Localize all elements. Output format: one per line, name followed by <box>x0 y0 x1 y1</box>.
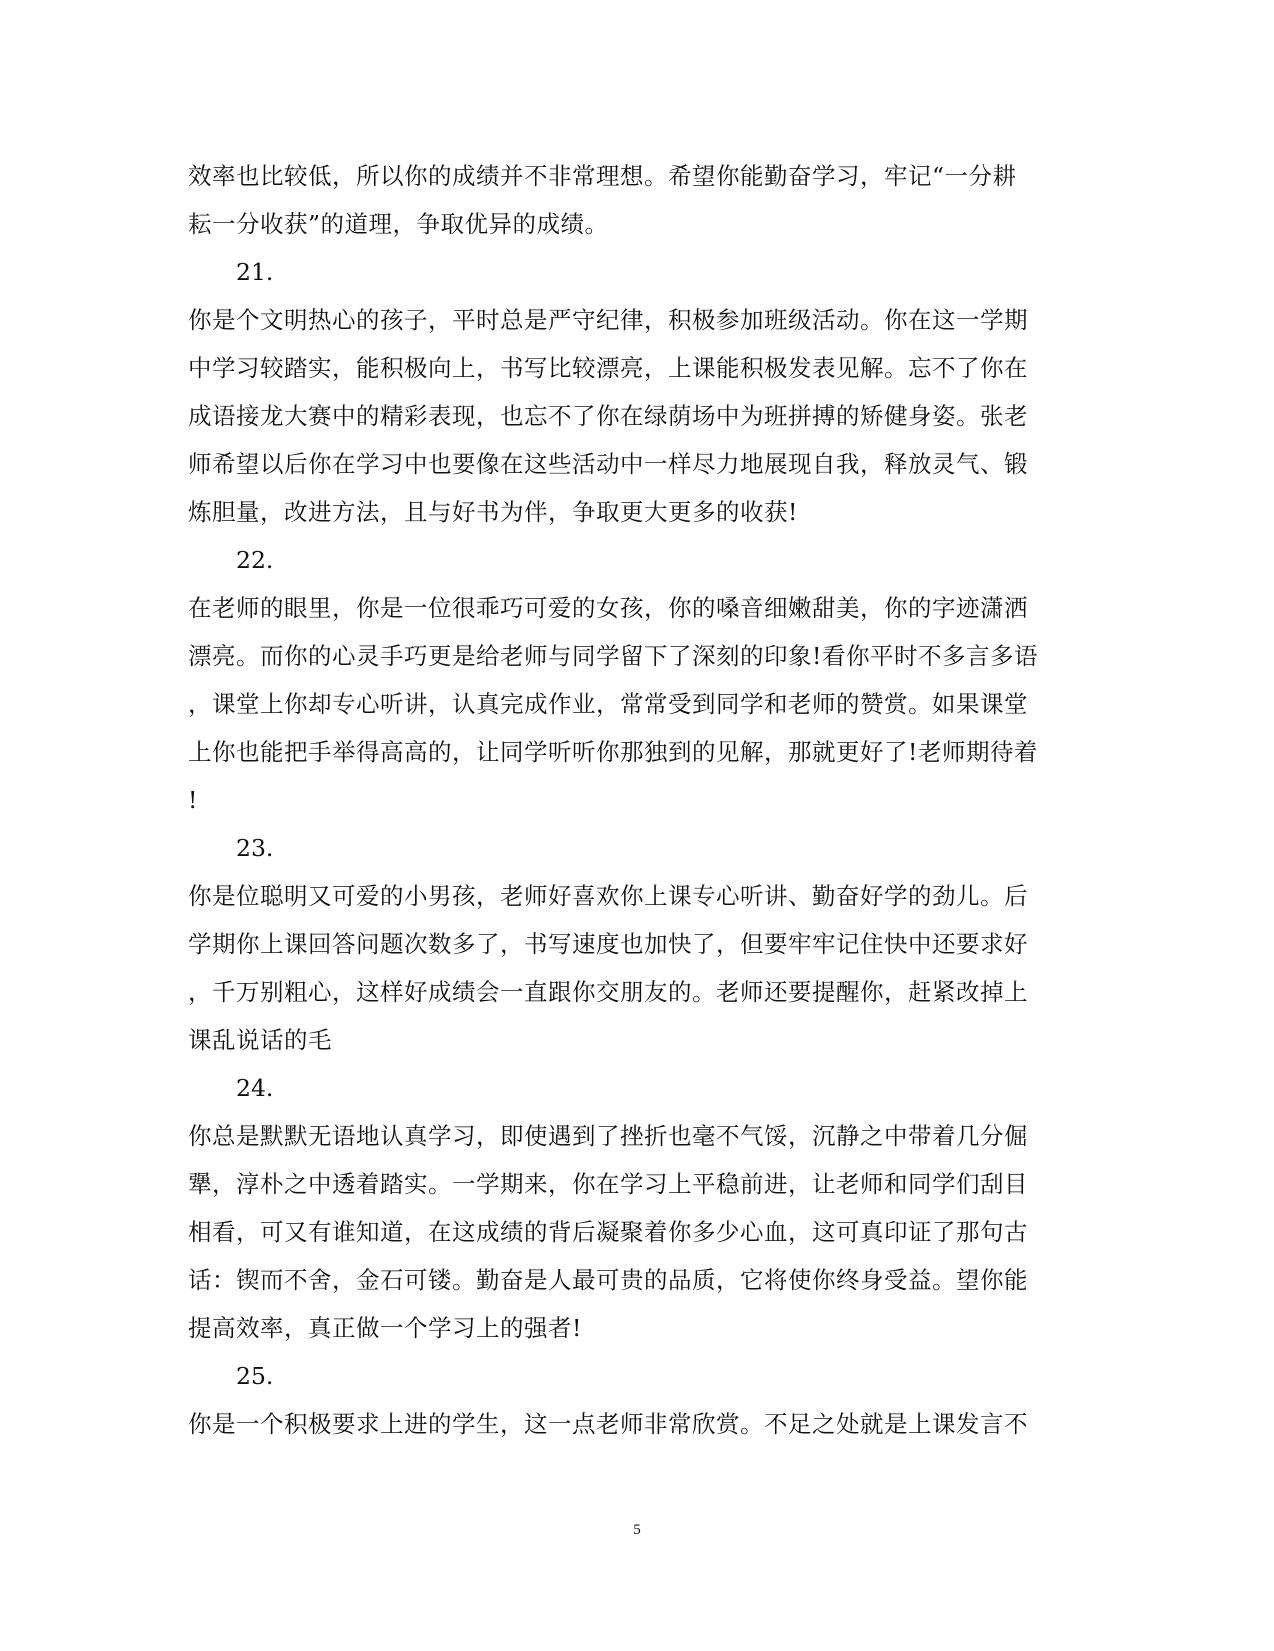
item-number: 25. <box>236 1362 274 1390</box>
text-line: 犟，淳朴之中透着踏实。一学期来，你在学习上平稳前进，让老师和同学们刮目 <box>188 1170 1028 1198</box>
body-text <box>188 152 1068 1448</box>
item-number: 24. <box>236 1074 274 1102</box>
text-line: 成语接龙大赛中的精彩表现，也忘不了你在绿荫场中为班拼搏的矫健身姿。张老 <box>188 402 1028 430</box>
text-line: 漂亮。而你的心灵手巧更是给老师与同学留下了深刻的印象!看你平时不多言多语 <box>188 642 1038 670</box>
text-line: 炼胆量，改进方法，且与好书为伴，争取更大更多的收获! <box>188 498 798 526</box>
text-line: 学期你上课回答问题次数多了，书写速度也加快了，但要牢牢记住快中还要求好 <box>188 930 1028 958</box>
text-line: ，千万别粗心，这样好成绩会一直跟你交朋友的。老师还要提醒你，赶紧改掉上 <box>188 978 1028 1006</box>
text-line: ，课堂上你却专心听讲，认真完成作业，常常受到同学和老师的赞赏。如果课堂 <box>188 690 1028 718</box>
text-line: ! <box>188 786 198 814</box>
text-line: 你是位聪明又可爱的小男孩，老师好喜欢你上课专心听讲、勤奋好学的劲儿。后 <box>188 882 1028 910</box>
text-line: 提高效率，真正做一个学习上的强者! <box>188 1314 582 1342</box>
item-number: 23. <box>236 834 274 862</box>
text-line: 上你也能把手举得高高的，让同学听听你那独到的见解，那就更好了!老师期待着 <box>188 738 1038 766</box>
page-number: 5 <box>633 1522 641 1538</box>
text-line: 你总是默默无语地认真学习，即使遇到了挫折也毫不气馁，沉静之中带着几分倔 <box>188 1122 1028 1150</box>
text-line: 师希望以后你在学习中也要像在这些活动中一样尽力地展现自我，释放灵气、锻 <box>188 450 1028 478</box>
text-line: 效率也比较低，所以你的成绩并不非常理想。希望你能勤奋学习，牢记“一分耕 <box>188 162 1017 190</box>
item-number: 21. <box>236 258 274 286</box>
text-line: 话：锲而不舍，金石可镂。勤奋是人最可贵的品质，它将使你终身受益。望你能 <box>188 1266 1028 1294</box>
text-line: 相看，可又有谁知道，在这成绩的背后凝聚着你多少心血，这可真印证了那句古 <box>188 1218 1028 1246</box>
text-line: 课乱说话的毛 <box>188 1026 332 1054</box>
text-line: 你是个文明热心的孩子，平时总是严守纪律，积极参加班级活动。你在这一学期 <box>188 306 1028 334</box>
item-number: 22. <box>236 546 274 574</box>
text-line: 中学习较踏实，能积极向上，书写比较漂亮，上课能积极发表见解。忘不了你在 <box>188 354 1028 382</box>
text-line: 在老师的眼里，你是一位很乖巧可爱的女孩，你的嗓音细嫩甜美，你的字迹潇洒 <box>188 594 1028 622</box>
text-line: 你是一个积极要求上进的学生，这一点老师非常欣赏。不足之处就是上课发言不 <box>188 1410 1028 1438</box>
text-line: 耘一分收获”的道理，争取优异的成绩。 <box>188 210 609 238</box>
